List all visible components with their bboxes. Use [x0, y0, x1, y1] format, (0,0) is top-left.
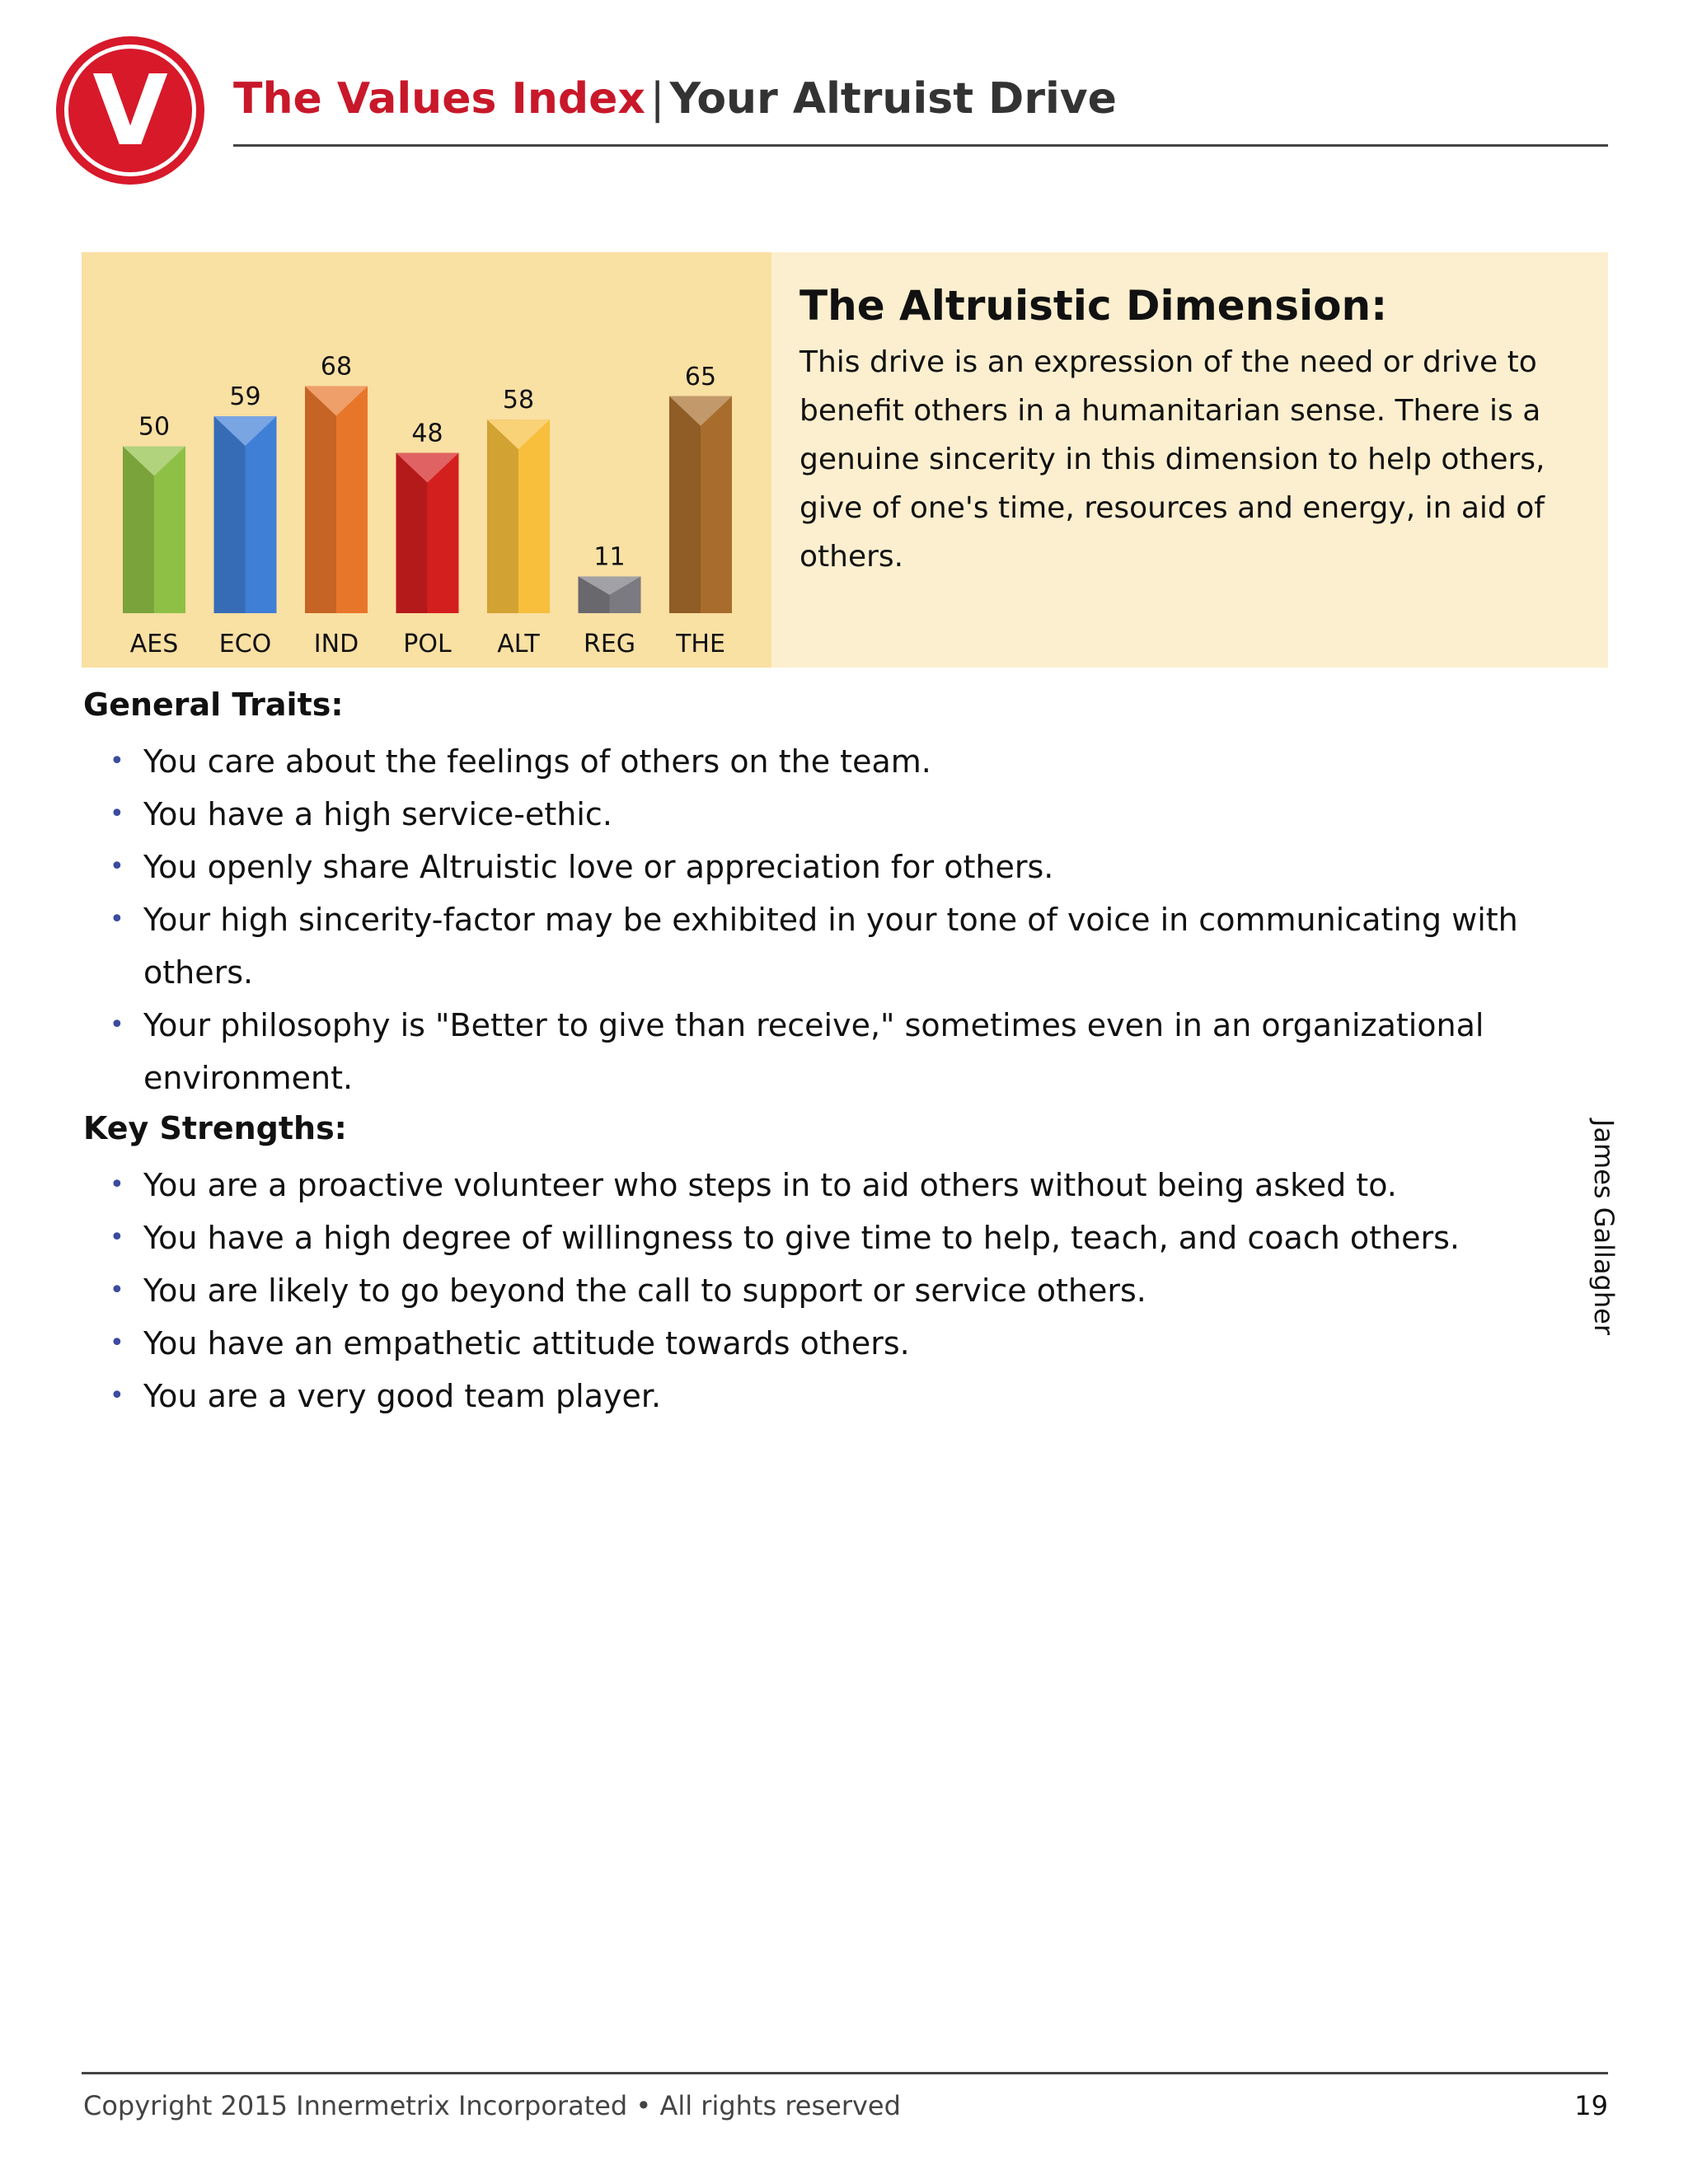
key-strengths-list	[83, 1159, 1567, 1422]
bullet-icon: •	[110, 852, 124, 881]
bar-eco	[214, 416, 246, 613]
list-item	[83, 1212, 1567, 1264]
category-label: ALT	[497, 630, 540, 658]
key-strengths-heading: Key Strengths:	[83, 1110, 347, 1146]
bar-the	[669, 396, 701, 613]
bar-value-label: 11	[593, 542, 626, 572]
list-item	[83, 1317, 1567, 1370]
bar-value-label: 59	[229, 382, 261, 412]
list-item-text: You have an empathetic attitude towards others.	[143, 1325, 910, 1361]
bullet-icon: •	[110, 1223, 124, 1252]
bar-value-label: 58	[502, 386, 535, 415]
list-item-text: You are likely to go beyond the call to support or service others.	[143, 1272, 1146, 1309]
list-item-text: You have a high degree of willingness to give time to help, teach, and coach others.	[143, 1220, 1460, 1256]
category-label: AES	[129, 630, 179, 658]
bullet-icon: •	[110, 1276, 124, 1305]
respondent-name	[1587, 1119, 1620, 1333]
bar-the-face	[701, 396, 732, 613]
respondent-name-text: James Gallagher	[1588, 1119, 1620, 1335]
list-item	[83, 735, 1567, 788]
footer-copyright: Copyright 2015 Innermetrix Incorporated • All rights reserved	[83, 2090, 901, 2121]
bar-alt	[487, 419, 518, 613]
title-separator: |	[649, 74, 665, 124]
list-item-text: You openly share Altruistic love or appreciation for others.	[143, 849, 1054, 885]
page-subtitle: Your Altruist Drive	[669, 74, 1117, 124]
general-traits-list	[83, 735, 1567, 1104]
list-item-text: You are a very good team player.	[143, 1378, 662, 1414]
dimension-title: The Altruistic Dimension:	[799, 282, 1388, 330]
category-label: REG	[583, 630, 636, 658]
list-item	[83, 1370, 1567, 1422]
values-bar-chart	[82, 252, 771, 668]
list-item	[83, 1159, 1567, 1212]
bar-value-label: 68	[320, 352, 353, 382]
bar-ind-face	[336, 387, 368, 613]
brand-title: The Values Index	[233, 74, 645, 124]
list-item	[83, 788, 1567, 841]
list-item	[83, 1264, 1567, 1317]
category-label: THE	[676, 630, 725, 658]
list-item	[83, 999, 1567, 1104]
bullet-icon: •	[110, 905, 124, 934]
general-traits-heading: General Traits:	[83, 687, 344, 723]
logo-letter: V	[92, 54, 168, 167]
page-title	[233, 74, 1117, 132]
bullet-icon: •	[110, 1170, 124, 1199]
bar-eco-face	[246, 416, 277, 613]
list-item-text: You are a proactive volunteer who steps in to aid others without being asked to.	[143, 1167, 1397, 1203]
list-item	[83, 841, 1567, 893]
bar-alt-face	[518, 419, 550, 613]
list-item-text: Your high sincerity-factor may be exhibited in your tone of voice in communicating with others.	[143, 902, 1518, 991]
bar-value-label: 65	[684, 362, 717, 391]
values-chart-area	[82, 252, 771, 668]
dimension-panel	[82, 252, 1608, 668]
list-item-text: You have a high service-ethic.	[143, 796, 612, 832]
bar-ind	[305, 387, 336, 613]
category-label: POL	[403, 630, 452, 658]
category-label: IND	[313, 630, 359, 658]
bullet-icon: •	[110, 1329, 124, 1357]
list-item-text: Your philosophy is "Better to give than receive," sometimes even in an organizational environment.	[143, 1007, 1484, 1096]
list-item-text: You care about the feelings of others on the team.	[143, 743, 931, 780]
bullet-icon: •	[110, 1381, 124, 1410]
bullet-icon: •	[110, 747, 124, 776]
bar-value-label: 50	[138, 412, 171, 442]
bullet-icon: •	[110, 1010, 124, 1039]
bullet-icon: •	[110, 799, 124, 828]
page-number: 19	[1574, 2090, 1608, 2121]
list-item	[83, 893, 1567, 999]
footer-divider	[82, 2072, 1608, 2074]
dimension-description: This drive is an expression of the need or drive to benefit others in a humanitarian sense. There is a genuine sincerity in this dimension to help others, give of one's time, resources and energy, in aid of others.	[799, 345, 1545, 574]
header-divider	[233, 144, 1608, 147]
category-label: ECO	[218, 630, 272, 658]
bar-value-label: 48	[411, 419, 443, 448]
values-index-logo	[56, 36, 204, 185]
